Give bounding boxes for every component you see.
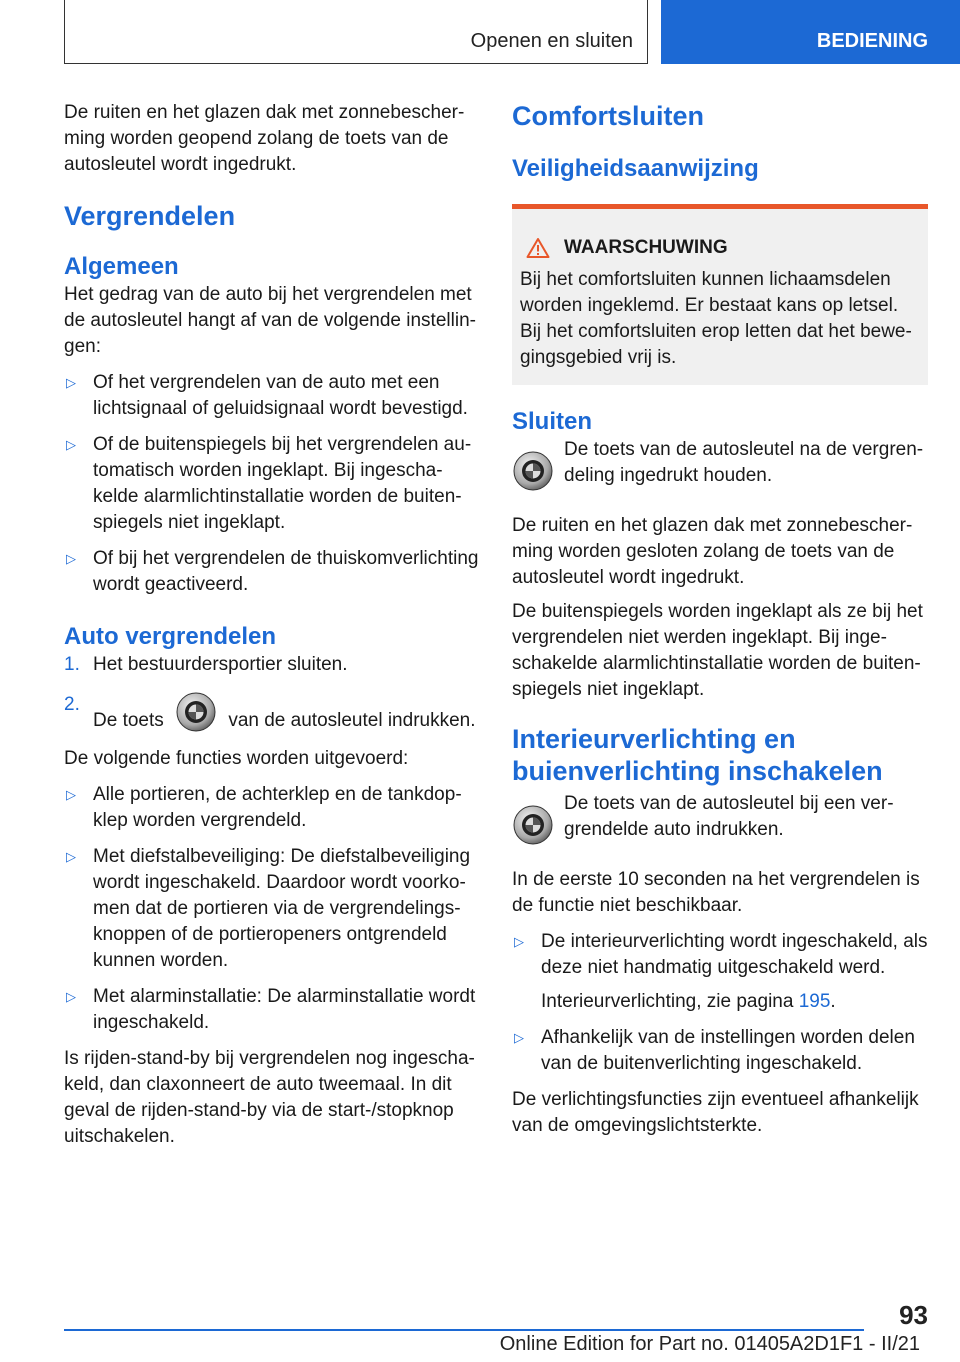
interior-bullet-list [512,929,928,1077]
functions-intro: De volgende functies worden uitgevoerd: [64,748,409,769]
footer-divider [64,1329,864,1331]
page-reference-link[interactable]: 195 [798,991,831,1012]
heading-close: Sluiten [512,408,593,435]
list-item: ▷ Of de buitenspiegels bij het vergrendelen automatisch worden ingeklapt. Bij ingeschakelde alarmlichtinstallatie worden de buitenspiegels niet ingeklapt. [66,434,472,533]
outro-paragraph: Is rijden-stand-by bij vergrendelen nog ingeschakeld, dan claxonneert de auto tweemaal. In dit geval de rijden-stand-by via de start-/stopknop uitschakelen. [64,1048,475,1147]
header-chapter-title: BEDIENING [816,30,928,52]
functions-bullet-list [64,782,480,1036]
interior-paragraph-2: De verlichtingsfuncties zijn eventueel afhankelijk van de omgevingslichtsterkte. [512,1089,919,1136]
bullet-triangle-icon: ▷ [514,1030,524,1045]
list-item: ▷ Alle portieren, de achterklep en de tankdopklep worden vergrendeld. [66,784,462,831]
list-item: ▷ Met alarminstallatie: De alarminstallatie wordt ingeschakeld. [66,986,476,1033]
lock-steps-list [64,652,480,734]
general-bullet-list [64,370,480,598]
page-number: 93 [899,1300,928,1330]
warning-box [512,204,928,385]
key-lock-button-icon [175,692,217,732]
warning-title: WAARSCHUWING [564,237,728,258]
header-section-title: Openen en sluiten [470,30,633,52]
heading-comfort-close: Comfortsluiten [512,101,704,131]
list-item: ▷ Met diefstalbeveiliging: De diefstalbeveiliging wordt ingeschakeld. Daardoor wordt voorkomen dat de portieren via de vergrendelingsknoppen of de portieropeners ontgrendeld kunnen worden. [66,846,471,971]
bullet-triangle-icon: ▷ [66,375,76,390]
general-paragraph: Het gedrag van de auto bij het vergrendelen met de autosleutel hangt af van de volgende instellingen: [64,284,476,357]
list-item: ▷ De interieurverlichting wordt ingeschakeld, als deze niet handmatig uitgeschakeld werd. Interieurverlichting, zie pagina 195. [514,931,928,1012]
header-chapter-tab [661,0,960,64]
heading-car-lock: Auto vergrendelen [64,623,277,650]
header-section-box [64,0,648,64]
key-lock-button-icon [512,805,554,845]
close-key-instruction: De toets van de autosleutel na de vergrendeling ingedrukt houden. [512,437,928,499]
bullet-triangle-icon: ▷ [66,437,76,452]
bullet-triangle-icon: ▷ [66,551,76,566]
bullet-triangle-icon: ▷ [66,989,76,1004]
heading-interior: Interieurverlichting en buienverlichting inschakelen [512,724,883,786]
heading-lock: Vergrendelen [64,201,236,231]
step-item: 2. De toets van de autosleutel indrukken. [64,694,476,731]
right-column [512,100,928,1147]
list-item: ▷ Of bij het vergrendelen de thuiskomverlichting wordt geactiveerd. [66,548,479,595]
bullet-triangle-icon: ▷ [66,787,76,802]
footer-edition: Online Edition for Part no. 01405A2D1F1 - II/21 [499,1333,920,1355]
step-item: 1. Het bestuurdersportier sluiten. [64,654,348,675]
bullet-triangle-icon: ▷ [66,849,76,864]
list-item: ▷ Of het vergrendelen van de auto met een lichtsignaal of geluidsignaal wordt bevestigd. [66,372,468,419]
close-paragraph-2: De buitenspiegels worden ingeklapt als ze bij het vergrendelen niet werden ingeklapt. Bij ingeschakelde alarmlichtinstallatie worden de buitenspiegels niet ingeklapt. [512,601,923,700]
bullet-triangle-icon: ▷ [514,934,524,949]
interior-paragraph-1: In de eerste 10 seconden na het vergrendelen is de functie niet beschikbaar. [512,869,920,916]
heading-general: Algemeen [64,253,179,280]
warning-text: Bij het comfortsluiten kunnen lichaamsdelen worden ingeklemd. Er bestaat kans op letsel. Bij het comfortsluiten erop letten dat het bewegingsgebied vrij is. [520,269,912,368]
warning-triangle-icon [526,237,550,259]
key-lock-button-icon [512,451,554,491]
interior-key-instruction: De toets van de autosleutel bij een vergrendelde auto indrukken. [512,791,928,853]
close-paragraph-1: De ruiten en het glazen dak met zonnebescherming worden gesloten zolang de toets van de autosleutel wordt ingedrukt. [512,515,913,588]
left-column [64,100,480,1158]
list-item: ▷ Afhankelijk van de instellingen worden delen van de buitenverlichting ingeschakeld. [514,1027,915,1074]
intro-paragraph: De ruiten en het glazen dak met zonnebescherming worden geopend zolang de toets van de autosleutel wordt ingedrukt. [64,102,465,175]
heading-safety: Veiligheidsaanwijzing [512,155,759,182]
